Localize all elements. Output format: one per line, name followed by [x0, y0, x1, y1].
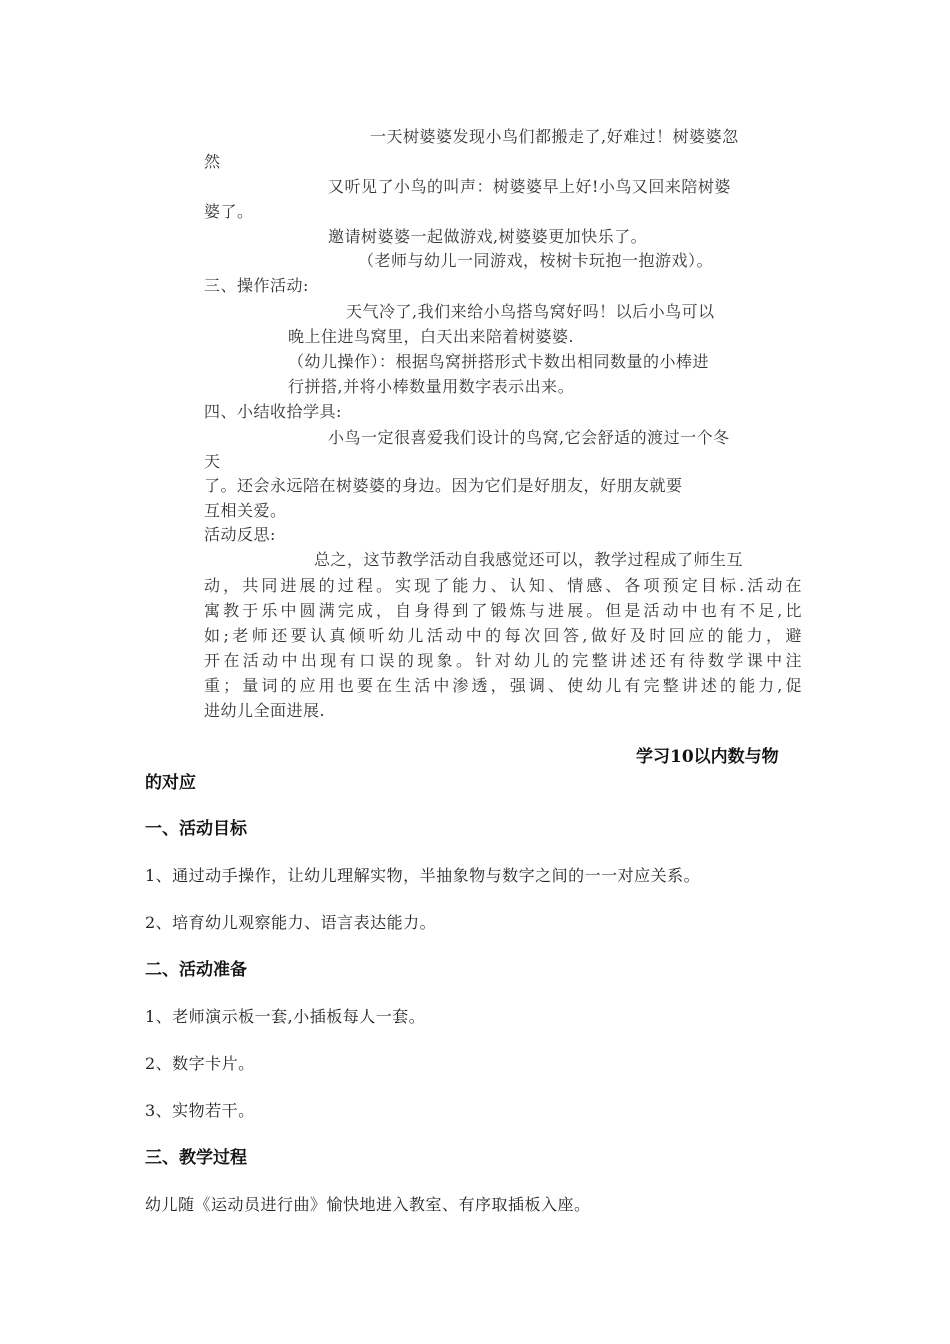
- reflection-title: 活动反思:: [204, 525, 276, 544]
- reflection-line: 总之，这节教学活动自我感觉还可以，教学过程成了师生互: [314, 550, 744, 569]
- operation-line: 晚上住进鸟窝里，白天出来陪着树婆婆.: [288, 327, 575, 346]
- goal-item: 1、通过动手操作，让幼儿理解实物，半抽象物与数字之间的一一对应关系。: [145, 866, 701, 885]
- story-line: 又听见了小鸟的叫声：树婆婆早上好!小鸟又回来陪树婆: [328, 177, 731, 196]
- operation-line: （幼儿操作）：根据鸟窝拼搭形式卡数出相同数量的小棒进: [288, 352, 710, 371]
- operation-line: 天气冷了,我们来给小鸟搭鸟窝好吗！以后小鸟可以: [346, 302, 715, 321]
- summary-line: 了。还会永远陪在树婆婆的身边。因为它们是好朋友，好朋友就要: [204, 476, 683, 495]
- reflection-line: 进幼儿全面进展.: [204, 701, 326, 720]
- story-line: 婆了。: [204, 202, 254, 221]
- section-heading-summary: 四、小结收拾学具:: [204, 402, 342, 421]
- reflection-line: 开在活动中出现有口误的现象。针对幼儿的完整讲述还有待数学课中注: [204, 651, 802, 670]
- story-line: 然: [204, 152, 221, 171]
- summary-line: 天: [204, 452, 221, 471]
- reflection-line: 如;老师还要认真倾听幼儿活动中的每次回答,做好及时回应的能力，避: [204, 626, 802, 645]
- process-paragraph: 幼儿随《运动员进行曲》愉快地进入教室、有序取插板入座。: [145, 1195, 591, 1214]
- preparation-item: 2、数字卡片。: [145, 1054, 255, 1073]
- section-heading-operation: 三、操作活动:: [204, 276, 309, 295]
- goal-item: 2、培育幼儿观察能力、语言表达能力。: [145, 913, 437, 932]
- preparation-item: 1、老师演示板一套,小插板每人一套。: [145, 1007, 426, 1026]
- section-heading-goals: 一、活动目标: [145, 819, 247, 839]
- section-heading-process: 三、教学过程: [145, 1148, 247, 1168]
- reflection-line: 寓教于乐中圆满完成，自身得到了锻炼与进展。但是活动中也有不足,比: [204, 601, 802, 620]
- story-line: 邀请树婆婆一起做游戏,树婆婆更加快乐了。: [328, 227, 648, 246]
- story-line: （老师与幼儿一同游戏，桉树卡玩抱一抱游戏）。: [358, 251, 714, 270]
- reflection-line: 重；量词的应用也要在生活中渗透，强调、使幼儿有完整讲述的能力,促: [204, 676, 802, 695]
- summary-line: 互相关爱。: [204, 501, 287, 520]
- reflection-line: 动，共同进展的过程。实现了能力、认知、情感、各项预定目标.活动在: [204, 576, 802, 595]
- story-line: 一天树婆婆发现小鸟们都搬走了,好难过！树婆婆忽: [370, 127, 739, 146]
- section-heading-preparation: 二、活动准备: [145, 960, 247, 980]
- lesson-title: 学习10以内数与物: [636, 747, 779, 767]
- summary-line: 小鸟一定很喜爱我们设计的鸟窝,它会舒适的渡过一个冬: [328, 428, 730, 447]
- operation-line: 行拼搭,并将小棒数量用数字表示出来。: [288, 377, 575, 396]
- preparation-item: 3、实物若干。: [145, 1101, 255, 1120]
- lesson-title-continued: 的对应: [145, 773, 196, 793]
